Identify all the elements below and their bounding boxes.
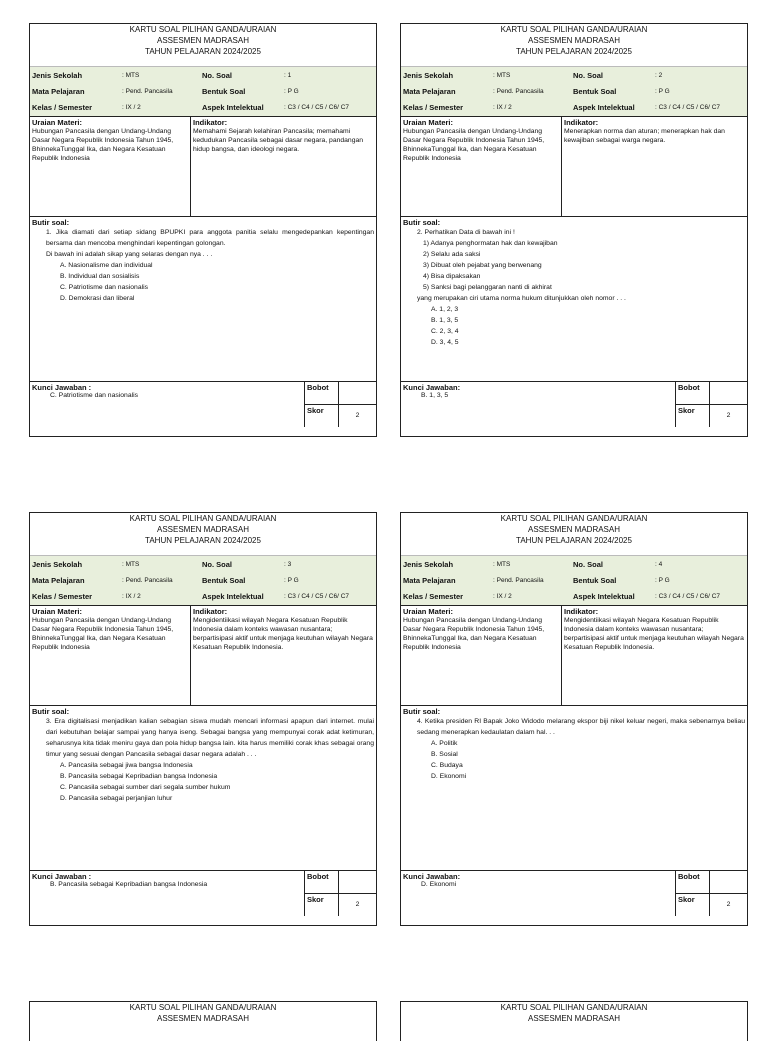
card-title: KARTU SOAL PILIHAN GANDA/URAIAN: [500, 514, 648, 523]
card-info: [401, 66, 747, 116]
answer-key: B. 1, 3, 5: [421, 392, 449, 399]
card-header: [30, 1002, 376, 1044]
value-skor: 2: [355, 901, 360, 908]
question-card: [29, 512, 377, 926]
card-title: KARTU SOAL PILIHAN GANDA/URAIAN: [129, 1003, 277, 1012]
value-mapel: : Pend. Pancasila: [122, 87, 173, 95]
label-bentuk: Bentuk Soal: [573, 575, 617, 585]
value-aspek: : C3 / C4 / C5 / C6/ C7: [655, 592, 721, 600]
label-bobot: Bobot: [676, 871, 710, 893]
label-jenis: Jenis Sekolah: [403, 70, 454, 80]
question-text: 2. Perhatikan Data di bawah ini !: [417, 229, 515, 236]
label-kunci: Kunci Jawaban :: [32, 872, 92, 881]
value-jenis: : MTS: [122, 560, 140, 568]
card-header: [30, 24, 376, 66]
card-subtitle: ASSESMEN MADRASAH: [527, 1014, 621, 1023]
materi-section: [30, 605, 376, 706]
label-indikator: Indikator:: [193, 118, 228, 127]
label-aspek: Aspek Intelektual: [202, 102, 264, 112]
answer-option: D. Demokrasi dan liberal: [60, 295, 135, 302]
label-jenis: Jenis Sekolah: [32, 70, 83, 80]
label-mapel: Mata Pelajaran: [32, 86, 85, 96]
value-kelas: : IX / 2: [122, 103, 141, 111]
card-info: [30, 555, 376, 605]
value-kelas: : IX / 2: [122, 592, 141, 600]
answer-key: C. Patriotisme dan nasionalis: [50, 392, 139, 399]
card-subtitle: ASSESMEN MADRASAH: [527, 525, 621, 534]
label-no: No. Soal: [573, 70, 604, 80]
label-skor: Skor: [676, 894, 710, 916]
label-bobot: Bobot: [305, 871, 339, 893]
answer-option: C. Patriotisme dan nasionalis: [60, 284, 149, 291]
answer-options: [46, 760, 374, 804]
card-info: [401, 555, 747, 605]
label-skor: Skor: [676, 405, 710, 427]
label-kelas: Kelas / Semester: [403, 102, 464, 112]
butir-section: [30, 217, 376, 385]
value-bentuk: : P G: [655, 87, 670, 95]
materi-section: [30, 116, 376, 217]
value-kelas: : IX / 2: [493, 103, 512, 111]
kunci-section: [401, 381, 747, 436]
kunci-section: [30, 381, 376, 436]
label-mapel: Mata Pelajaran: [32, 575, 85, 585]
question-body: [32, 227, 374, 304]
label-kelas: Kelas / Semester: [403, 591, 464, 601]
card-subtitle: ASSESMEN MADRASAH: [156, 1014, 250, 1023]
question-body: [403, 716, 745, 782]
label-bobot: Bobot: [676, 382, 710, 404]
answer-key: B. Pancasila sebagai Kepribadian bangsa Indonesia: [50, 881, 208, 888]
label-mapel: Mata Pelajaran: [403, 86, 456, 96]
card-info: [30, 66, 376, 116]
answer-option: B. 1, 3, 5: [431, 317, 459, 324]
label-aspek: Aspek Intelektual: [573, 102, 635, 112]
label-kunci: Kunci Jawaban:: [403, 383, 461, 392]
value-bobot: [710, 871, 747, 893]
answer-option: C. Pancasila sebagai sumber dari segala sumber hukum: [60, 784, 231, 791]
label-mapel: Mata Pelajaran: [403, 575, 456, 585]
card-year: TAHUN PELAJARAN 2024/2025: [145, 536, 261, 545]
label-kunci: Kunci Jawaban :: [32, 383, 92, 392]
answer-option: D. 3, 4, 5: [431, 339, 459, 346]
card-subtitle: ASSESMEN MADRASAH: [156, 525, 250, 534]
question-body: [403, 227, 745, 348]
card-title: KARTU SOAL PILIHAN GANDA/URAIAN: [129, 25, 277, 34]
materi-section: [401, 116, 747, 217]
question-item: 3) Dibuat oleh pejabat yang berwenang: [423, 262, 542, 269]
answer-option: D. Pancasila sebagai perjanjian luhur: [60, 795, 173, 802]
label-indikator: Indikator:: [193, 607, 228, 616]
answer-option: C. 2, 3, 4: [431, 328, 459, 335]
card-year: TAHUN PELAJARAN 2024/2025: [516, 536, 632, 545]
question-items: [417, 238, 745, 293]
value-mapel: : Pend. Pancasila: [122, 576, 173, 584]
question-text: 4. Ketika presiden RI Bapak Joko Widodo melarang ekspor biji nikel keluar negeri, maka sebenarnya beliau sedang menerapkan kedaulatan dalam hal. . .: [417, 718, 745, 736]
value-no: : 1: [284, 71, 292, 79]
label-bentuk: Bentuk Soal: [573, 86, 617, 96]
answer-option: D. Ekonomi: [431, 773, 467, 780]
indikator-text: Menerapkan norma dan aturan; menerapkan hak dan kewajiban sebagai warga negara.: [564, 128, 725, 144]
value-jenis: : MTS: [493, 560, 511, 568]
label-no: No. Soal: [573, 559, 604, 569]
question-item: 1) Adanya penghormatan hak dan kewajiban: [423, 240, 558, 247]
card-title: KARTU SOAL PILIHAN GANDA/URAIAN: [129, 514, 277, 523]
question-item: 5) Sanksi bagi pelanggaran nanti di akhirat: [423, 284, 552, 291]
answer-options: [417, 738, 745, 782]
label-uraian: Uraian Materi:: [403, 607, 454, 616]
question-card: [400, 512, 748, 926]
materi-section: [401, 605, 747, 706]
card-subtitle: ASSESMEN MADRASAH: [527, 36, 621, 45]
label-butir: Butir soal:: [32, 218, 70, 227]
answer-option: A. Pancasila sebagai jiwa bangsa Indonesia: [60, 762, 193, 769]
answer-option: C. Budaya: [431, 762, 463, 769]
value-no: : 4: [655, 560, 663, 568]
card-title: KARTU SOAL PILIHAN GANDA/URAIAN: [500, 25, 648, 34]
label-uraian: Uraian Materi:: [32, 118, 83, 127]
answer-option: B. Individual dan sosialisis: [60, 273, 140, 280]
value-skor: 2: [726, 412, 731, 419]
kunci-section: [401, 870, 747, 925]
value-no: : 2: [655, 71, 663, 79]
card-title: KARTU SOAL PILIHAN GANDA/URAIAN: [500, 1003, 648, 1012]
value-bentuk: : P G: [284, 576, 299, 584]
value-aspek: : C3 / C4 / C5 / C6/ C7: [284, 103, 350, 111]
value-bentuk: : P G: [655, 576, 670, 584]
question-card: [400, 23, 748, 437]
uraian-text: Hubungan Pancasila dengan Undang-Undang Dasar Negara Republik Indonesia Tahun 1945, BhinnekaTunggal Ika, dan Negara Kesatuan Republik Indonesia: [32, 128, 174, 162]
value-bobot: [710, 382, 747, 404]
label-uraian: Uraian Materi:: [32, 607, 83, 616]
label-indikator: Indikator:: [564, 607, 599, 616]
value-jenis: : MTS: [493, 71, 511, 79]
butir-section: [401, 217, 747, 385]
card-header: [401, 513, 747, 555]
answer-option: B. Sosial: [431, 751, 458, 758]
label-bentuk: Bentuk Soal: [202, 86, 246, 96]
answer-options: [46, 260, 374, 304]
answer-key: D. Ekonomi: [421, 881, 457, 888]
label-butir: Butir soal:: [403, 707, 441, 716]
value-skor: 2: [726, 901, 731, 908]
value-bobot: [339, 382, 376, 404]
label-no: No. Soal: [202, 70, 233, 80]
uraian-text: Hubungan Pancasila dengan Undang-Undang Dasar Negara Republik Indonesia Tahun 1945, BhinnekaTunggal Ika, dan Negara Kesatuan Republik Indonesia: [403, 617, 545, 651]
value-skor: 2: [355, 412, 360, 419]
label-aspek: Aspek Intelektual: [202, 591, 264, 601]
value-aspek: : C3 / C4 / C5 / C6/ C7: [284, 592, 350, 600]
label-uraian: Uraian Materi:: [403, 118, 454, 127]
value-jenis: : MTS: [122, 71, 140, 79]
kunci-section: [30, 870, 376, 925]
uraian-text: Hubungan Pancasila dengan Undang-Undang Dasar Negara Republik Indonesia Tahun 1945, BhinnekaTunggal Ika, dan Negara Kesatuan Republik Indonesia: [403, 128, 545, 162]
uraian-text: Hubungan Pancasila dengan Undang-Undang Dasar Negara Republik Indonesia Tahun 1945, BhinnekaTunggal Ika, dan Negara Kesatuan Republik Indonesia: [32, 617, 174, 651]
card-header: [401, 24, 747, 66]
question-item: 4) Bisa dipaksakan: [423, 273, 481, 280]
label-skor: Skor: [305, 405, 339, 427]
butir-section: [401, 706, 747, 874]
label-bobot: Bobot: [305, 382, 339, 404]
indikator-text: Mengidentiikasi wilayah Negara Kesatuan Republik Indonesia dalam konteks wawasan nusantara; berpartisipasi aktif untuk menjaga keutuhan wilayah Negara Kesatuan Republik Indonesia.: [193, 617, 373, 651]
question-text: 1. Jika diamati dari setiap sidang BPUPKI para anggota panitia selalu mengedepankan kepentingan bersama dan mencoba menghindari kepentingan golongan.: [46, 229, 374, 247]
card-year: TAHUN PELAJARAN 2024/2025: [145, 47, 261, 56]
card-header: [30, 513, 376, 555]
label-bentuk: Bentuk Soal: [202, 575, 246, 585]
label-no: No. Soal: [202, 559, 233, 569]
value-bentuk: : P G: [284, 87, 299, 95]
value-bobot: [339, 871, 376, 893]
answer-option: A. 1, 2, 3: [431, 306, 459, 313]
question-body: [32, 716, 374, 804]
question-item: 2) Selalu ada saksi: [423, 251, 481, 258]
question-card-partial: [29, 1001, 377, 1041]
label-skor: Skor: [305, 894, 339, 916]
label-jenis: Jenis Sekolah: [403, 559, 454, 569]
butir-section: [30, 706, 376, 874]
label-indikator: Indikator:: [564, 118, 599, 127]
value-mapel: : Pend. Pancasila: [493, 576, 544, 584]
question-text-2: Di bawah ini adalah sikap yang selaras dengan nya . . .: [46, 251, 213, 258]
value-kelas: : IX / 2: [493, 592, 512, 600]
question-card-partial: [400, 1001, 748, 1041]
indikator-text: Mengidentiikasi wilayah Negara Kesatuan Republik Indonesia dalam konteks wawasan nusantara; berpartisipasi aktif untuk menjaga keutuhan wilayah Negara Kesatuan Republik Indonesia.: [564, 617, 744, 651]
label-butir: Butir soal:: [32, 707, 70, 716]
indikator-text: Memahami Sejarah kelahiran Pancasila; memahami kedudukan Pancasila sebagai dasar negara, pandangan hidup bangsa, dan ideologi negara.: [193, 128, 364, 153]
value-no: : 3: [284, 560, 292, 568]
label-kelas: Kelas / Semester: [32, 102, 93, 112]
value-mapel: : Pend. Pancasila: [493, 87, 544, 95]
card-header: [401, 1002, 747, 1044]
question-card: [29, 23, 377, 437]
label-aspek: Aspek Intelektual: [573, 591, 635, 601]
label-butir: Butir soal:: [403, 218, 441, 227]
label-kelas: Kelas / Semester: [32, 591, 93, 601]
card-subtitle: ASSESMEN MADRASAH: [156, 36, 250, 45]
answer-option: B. Pancasila sebagai Kepribadian bangsa Indonesia: [60, 773, 218, 780]
question-text: 3. Era digitalisasi menjadikan kalian sebagian siswa mudah mencari informasi apapun dari internet. mulai dari kebutuhan belajar sampai yang hanya iseng. Sebagai bangsa yang mempunyai corak adat ketimuran, seharusnya kita tidak meniru gaya dan pola hidup bangsa lain. kita harus memiliki corak khas sebagai orang timur yang sesuai dengan Pancasila sebagai dasar negara adalah . . .: [46, 718, 374, 758]
label-jenis: Jenis Sekolah: [32, 559, 83, 569]
answer-option: A. Politik: [431, 740, 458, 747]
answer-options: [417, 304, 745, 348]
label-kunci: Kunci Jawaban:: [403, 872, 461, 881]
question-stem: yang merupakan ciri utama norma hukum ditunjukkan oleh nomor . . .: [417, 295, 626, 302]
answer-option: A. Nasionalisme dan individual: [60, 262, 153, 269]
card-year: TAHUN PELAJARAN 2024/2025: [516, 47, 632, 56]
value-aspek: : C3 / C4 / C5 / C6/ C7: [655, 103, 721, 111]
